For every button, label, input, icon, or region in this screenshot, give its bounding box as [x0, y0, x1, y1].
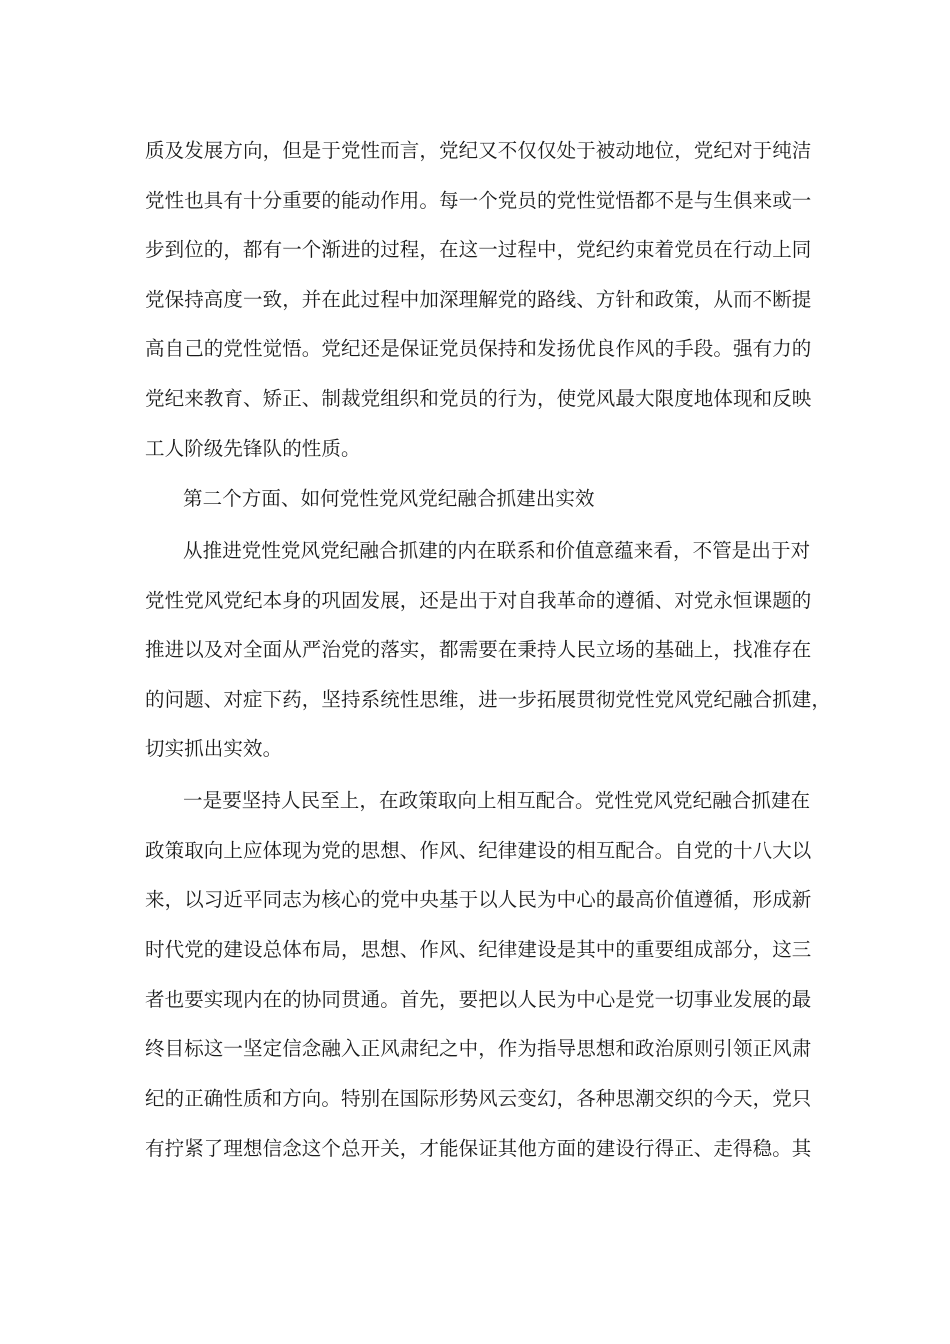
text-line: 来，以习近平同志为核心的党中央基于以人民为中心的最高价值遵循，形成新	[145, 888, 812, 911]
text-line: 工人阶级先锋队的性质。	[145, 437, 361, 460]
text-line: 一是要坚持人民至上，在政策取向上相互配合。党性党风党纪融合抓建在	[183, 789, 811, 812]
section-heading: 第二个方面、如何党性党风党纪融合抓建出实效	[183, 487, 595, 510]
text-line: 党保持高度一致，并在此过程中加深理解党的路线、方针和政策，从而不断提	[145, 288, 812, 311]
text-line: 步到位的，都有一个渐进的过程，在这一过程中，党纪约束着党员在行动上同	[145, 238, 812, 261]
text-line: 政策取向上应体现为党的思想、作风、纪律建设的相互配合。自党的十八大以	[145, 839, 812, 862]
text-line: 党纪来教育、矫正、制裁党组织和党员的行为，使党风最大限度地体现和反映	[145, 387, 812, 410]
text-line: 党性也具有十分重要的能动作用。每一个党员的党性觉悟都不是与生俱来或一	[145, 189, 812, 212]
text-line: 纪的正确性质和方向。特别在国际形势风云变幻，各种思潮交织的今天，党只	[145, 1087, 812, 1110]
text-line: 党性党风党纪本身的巩固发展，还是出于对自我革命的遵循、对党永恒课题的	[145, 589, 812, 612]
text-line: 切实抓出实效。	[145, 737, 283, 760]
text-line: 终目标这一坚定信念融入正风肃纪之中，作为指导思想和政治原则引领正风肃	[145, 1037, 812, 1060]
text-line: 推进以及对全面从严治党的落实，都需要在秉持人民立场的基础上，找准存在	[145, 638, 812, 661]
text-line: 高自己的党性觉悟。党纪还是保证党员保持和发扬优良作风的手段。强有力的	[145, 337, 812, 360]
text-line: 从推进党性党风党纪融合抓建的内在联系和价值意蕴来看，不管是出于对	[183, 539, 811, 562]
text-line: 的问题、对症下药，坚持系统性思维，进一步拓展贯彻党性党风党纪融合抓建，	[145, 688, 832, 711]
text-line: 者也要实现内在的协同贯通。首先，要把以人民为中心是党一切事业发展的最	[145, 988, 812, 1011]
text-line: 有拧紧了理想信念这个总开关，才能保证其他方面的建设行得正、走得稳。其	[145, 1137, 812, 1160]
text-line: 时代党的建设总体布局，思想、作风、纪律建设是其中的重要组成部分，这三	[145, 938, 812, 961]
text-line: 质及发展方向，但是于党性而言，党纪又不仅仅处于被动地位，党纪对于纯洁	[145, 139, 812, 162]
